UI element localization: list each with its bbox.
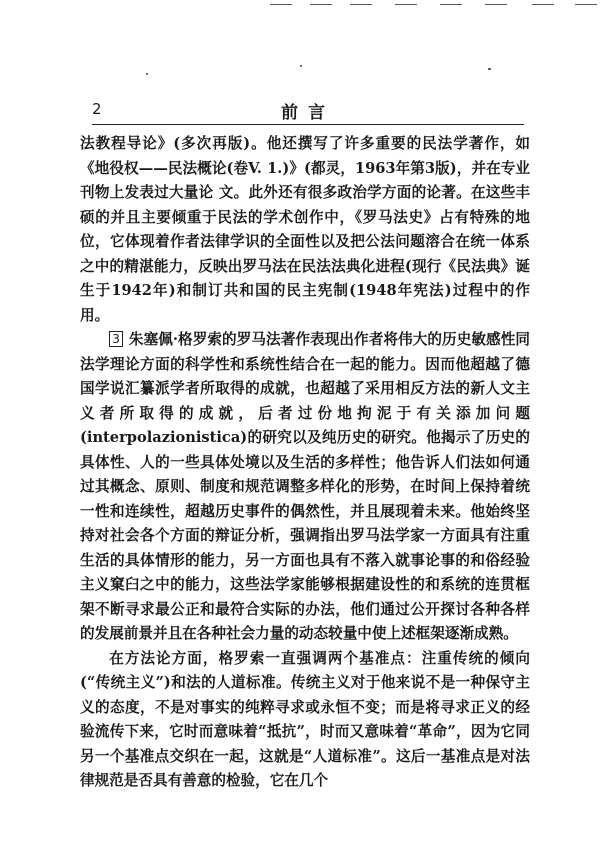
page-number: 2 — [92, 100, 102, 118]
header-rule — [92, 124, 524, 125]
paragraph-1: 法教程导论》(多次再版)。他还撰写了许多重要的民法学著作，如《地役权——民法概论(卷V. 1.)》(都灵，1963年第3版)，并在专业刊物上发表过大量论 文。此外还有很多政治学方面的论著。在这些丰硕的并且主要倾重于民法的学术创作中，《罗马法史》占有特殊的地位，它体现着作者法律学识的全面性以及把公法问题溶合在统一体系之中的精湛能力，反映出罗马法在民法法典化进程(现行《民法典》诞生于1942年)和制订共和国的民主宪制(1948年宪法)过程中的作用。 — [80, 135, 530, 324]
paragraph-number-marker: 3 — [109, 331, 123, 347]
scan-top-edge-marks — [270, 4, 600, 6]
scan-speck — [300, 65, 302, 67]
paragraph-3: 在方法论方面，格罗索一直强调两个基准点：注重传统的倾向(“传统主义”)和法的人道标准。传统主义对于他来说不是一种保守主义的态度，不是对事实的纯粹寻求或永恒不变；而是将寻求正义的经验流传下来，它时而意味着“抵抗”，时而又意味着“革命”，因为它同另一个基准点交织在一起，这就是“人道标准”。这后一基准点是对法律规范是否具有善意的检验，它在几个 — [80, 649, 530, 789]
scan-speck — [146, 73, 148, 75]
scan-speck — [488, 68, 491, 70]
page-header — [92, 98, 524, 122]
running-head: 前言 — [281, 103, 335, 123]
paragraph-2-text: 朱塞佩·格罗索的罗马法著作表现出作者将伟大的历史敏感性同法学理论方面的科学性和系统性结合在一起的能力。因而他超越了德国学说汇纂派学者所取得的成就，也超越了采用相反方法的新人文主义者所取得的成就，后者过份地拘泥于有关添加问题(interpolazionistica)的研究以及纯历史的研究。他揭示了历史的具体性、人的一些具体处境以及生活的多样性；他告诉人们法如何通过其概念、原则、制度和规范调整多样化的形势，在时间上保持着统一性和连续性，超越历史事件的偶然性，并且展现着未来。他始终坚持对社会各个方面的辩证分析，强调指出罗马法学家一方面具有注重生活的具体情形的能力，另一方面也具有不落入就事论事的和俗经验主义窠臼之中的能力，这些法学家能够根据建设性的和系统的连贯框架不断寻求最公正和最符合实际的办法，他们通过公开探讨各种各样的发展前景并且在各种社会力量的动态较量中使上述框架逐渐成熟。 — [80, 331, 530, 642]
body-text — [80, 132, 530, 794]
paragraph-2 — [80, 328, 530, 647]
